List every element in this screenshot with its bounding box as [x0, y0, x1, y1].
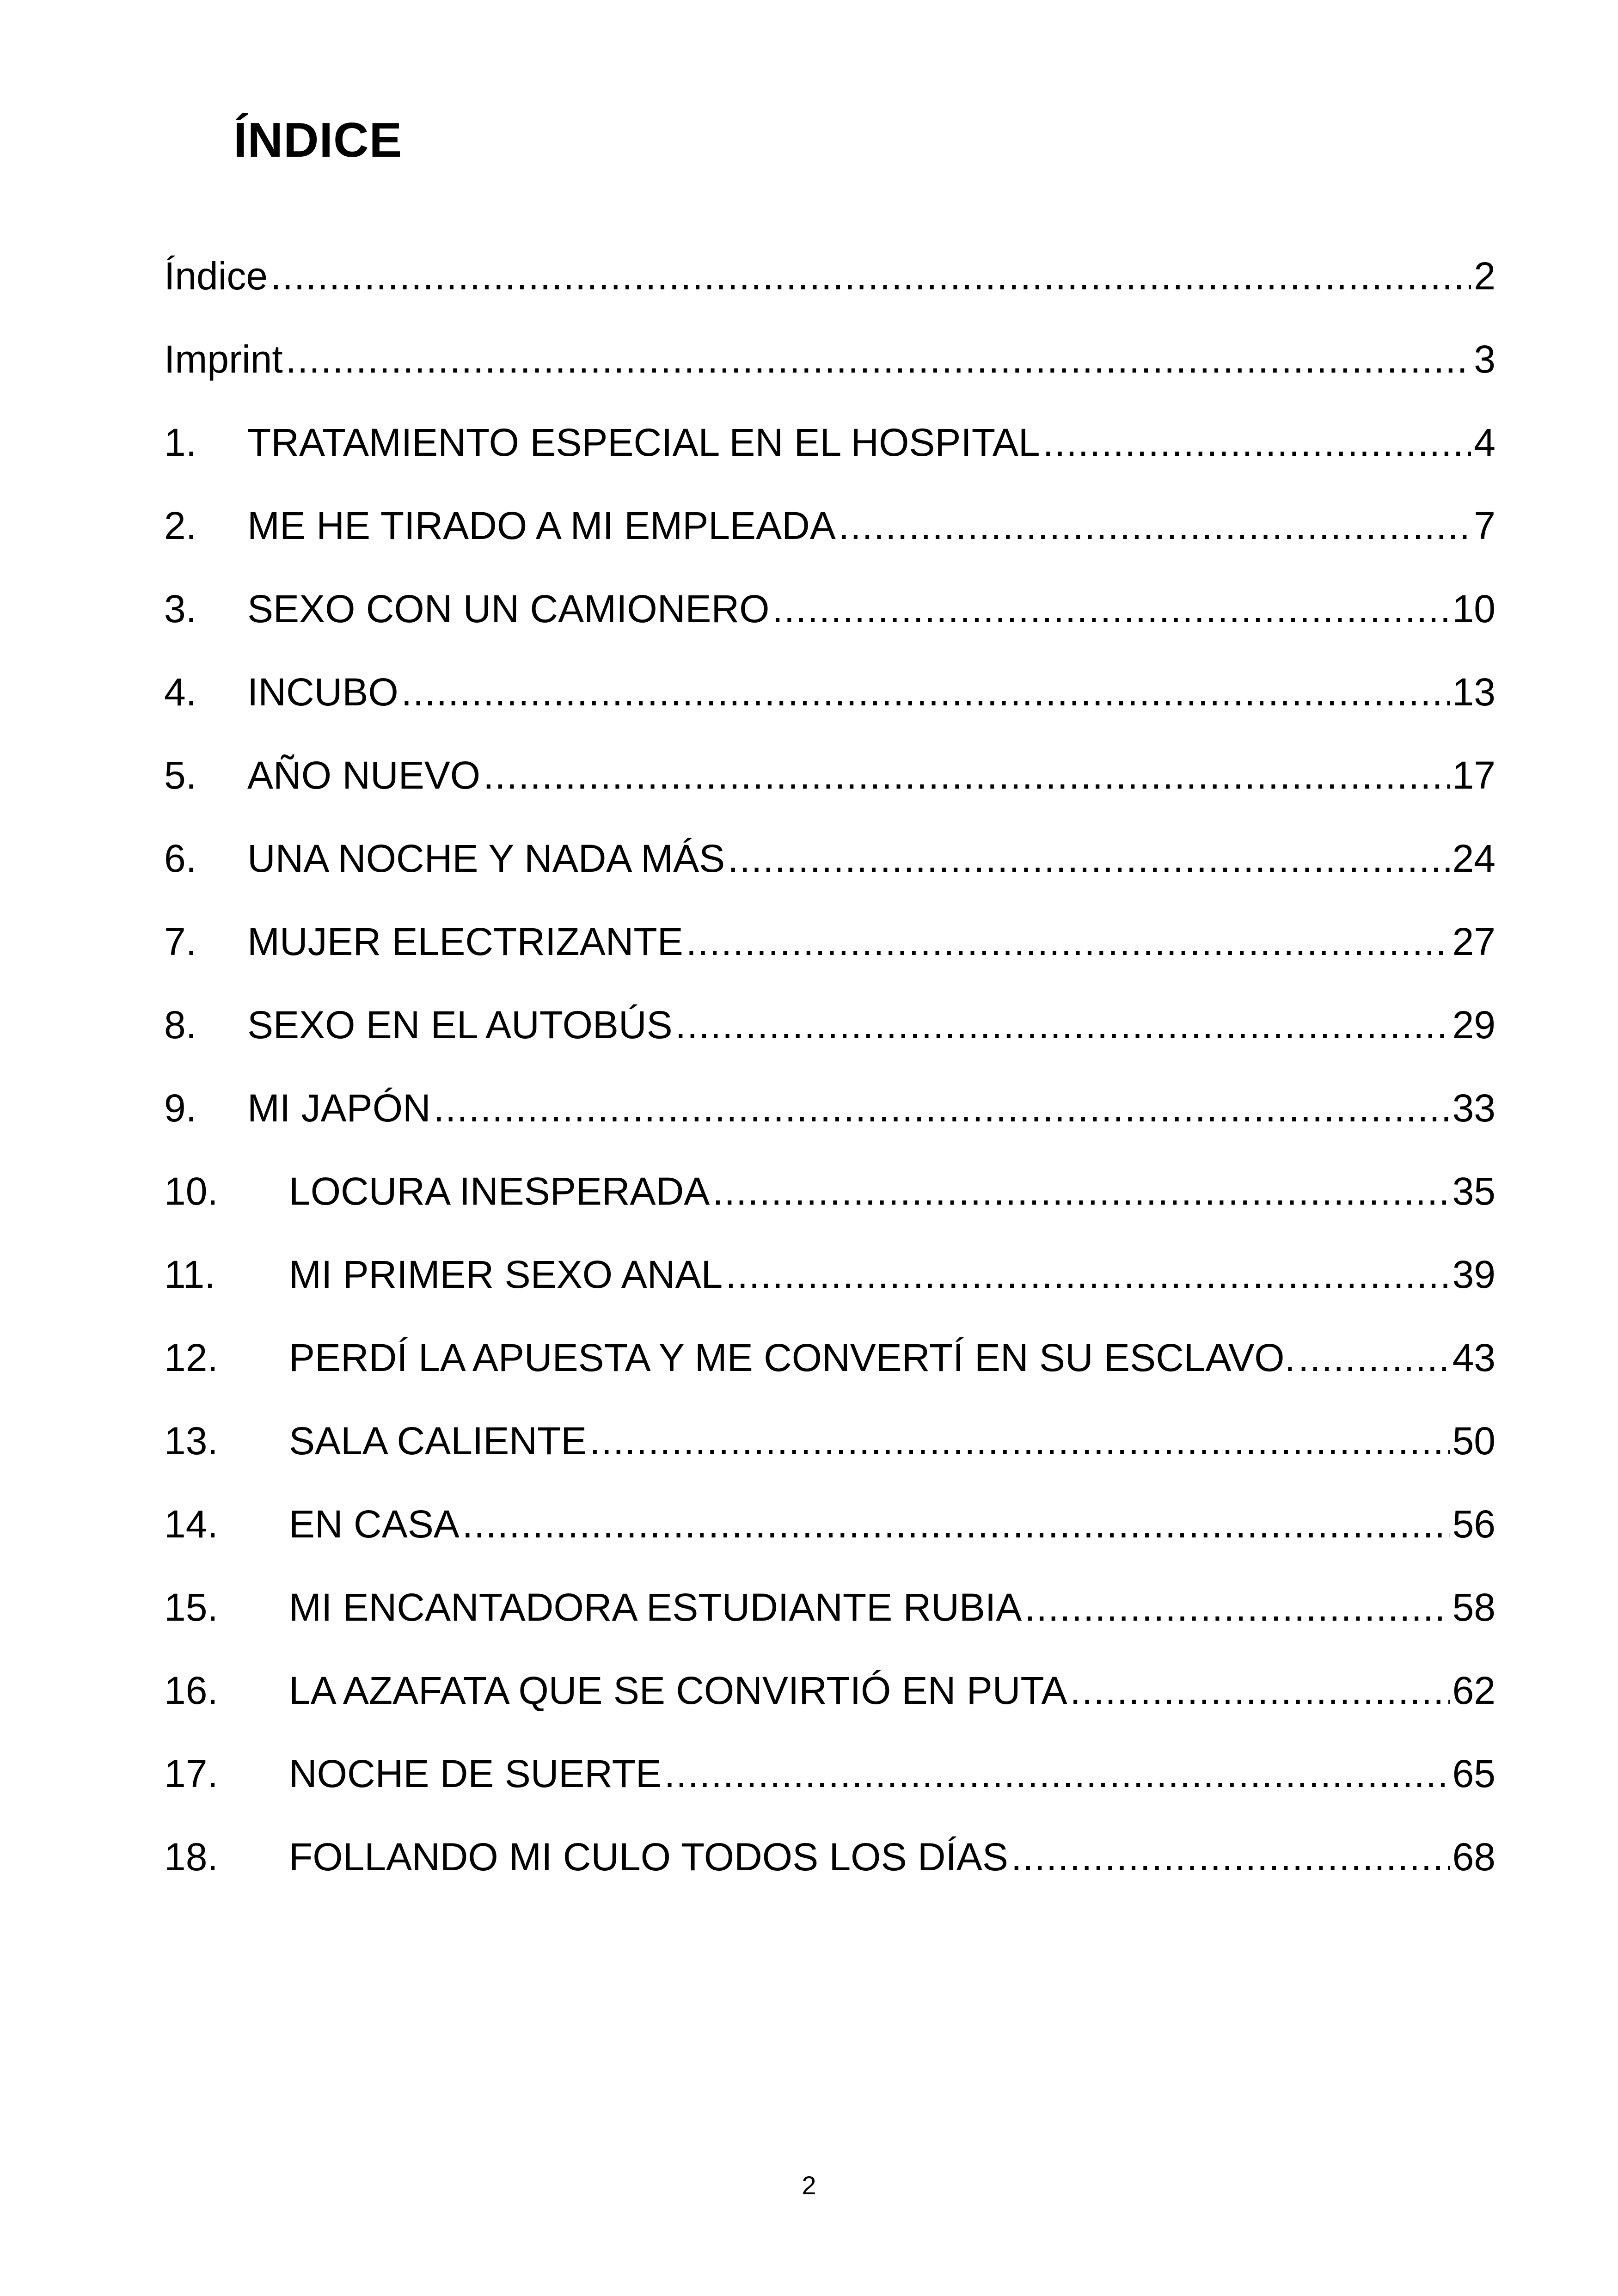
dot-leader — [839, 506, 1471, 545]
toc-entry-title: MI JAPÓN — [247, 1086, 431, 1130]
toc-entry-number: 10. — [164, 1169, 218, 1213]
toc-entry-page: 17 — [1452, 753, 1495, 797]
toc-entry-indice[interactable] — [164, 254, 1495, 340]
page-number: 2 — [802, 2171, 816, 2200]
toc-entry-number: 8. — [164, 1003, 197, 1047]
toc-entry-chapter-8[interactable] — [164, 1005, 1495, 1089]
dot-leader — [1024, 1588, 1449, 1627]
toc-entry-page: 13 — [1452, 670, 1495, 714]
toc-entry-page: 10 — [1452, 587, 1495, 631]
dot-leader — [1070, 1671, 1450, 1710]
dot-leader — [434, 1089, 1450, 1127]
toc-entry-number: 6. — [164, 837, 197, 880]
toc-entry-chapter-12[interactable] — [164, 1338, 1495, 1421]
toc-entry-chapter-9[interactable] — [164, 1086, 1495, 1172]
toc-entry-title: SEXO EN EL AUTOBÚS — [247, 1003, 673, 1047]
dot-leader — [1298, 1338, 1450, 1377]
toc-entry-title: FOLLANDO MI CULO TODOS LOS DÍAS — [289, 1835, 1008, 1879]
toc-entry-number: 1. — [164, 421, 197, 464]
toc-entry-chapter-5[interactable] — [164, 753, 1495, 839]
toc-entry-number: 5. — [164, 753, 197, 797]
toc-heading: ÍNDICE — [233, 113, 403, 167]
toc-entry-page: 29 — [1452, 1003, 1495, 1047]
toc-entry-imprint[interactable] — [164, 337, 1495, 423]
toc-entry-chapter-18[interactable] — [164, 1837, 1495, 1921]
toc-entry-number: 4. — [164, 670, 197, 714]
dot-leader — [483, 756, 1449, 795]
toc-entry-chapter-6[interactable] — [164, 839, 1495, 922]
toc-entry-number: 9. — [164, 1086, 197, 1130]
toc-entry-chapter-7[interactable] — [164, 922, 1495, 1005]
toc-entry-title: NOCHE DE SUERTE — [289, 1752, 662, 1795]
toc-entry-number: 12. — [164, 1336, 218, 1379]
toc-entry-page: 24 — [1452, 837, 1495, 880]
dot-leader — [270, 257, 1471, 295]
toc-entry-page: 33 — [1452, 1086, 1495, 1130]
toc-entry-page: 68 — [1452, 1835, 1495, 1879]
toc-entry-page: 2 — [1474, 254, 1495, 298]
toc-entry-page: 27 — [1452, 920, 1495, 963]
toc-entry-page: 58 — [1452, 1586, 1495, 1629]
toc-entry-page: 39 — [1452, 1253, 1495, 1296]
toc-entry-number: 13. — [164, 1419, 218, 1463]
toc-entry-number: 7. — [164, 920, 197, 963]
dot-leader — [1043, 423, 1471, 462]
toc-entry-page: 43 — [1452, 1336, 1495, 1379]
toc-entry-title: MI ENCANTADORA ESTUDIANTE RUBIA — [289, 1586, 1022, 1629]
toc-entry-number: 2. — [164, 504, 197, 547]
toc-entry-page: 65 — [1452, 1752, 1495, 1795]
toc-entry-title: AÑO NUEVO — [247, 753, 481, 797]
toc-entry-number: 3. — [164, 587, 197, 631]
toc-entry-page: 62 — [1452, 1669, 1495, 1712]
dot-leader — [675, 1005, 1450, 1044]
dot-leader — [664, 1754, 1450, 1793]
toc-entry-title: PERDÍ LA APUESTA Y ME CONVERTÍ EN SU ESCLAVO. — [289, 1336, 1295, 1379]
toc-entry-page: 3 — [1474, 337, 1495, 381]
toc-entry-title: SEXO CON UN CAMIONERO — [247, 587, 770, 631]
dot-leader — [712, 1172, 1449, 1211]
toc-entry-number: 17. — [164, 1752, 218, 1795]
toc-entry-chapter-16[interactable] — [164, 1671, 1495, 1754]
toc-entry-page: 4 — [1474, 421, 1495, 464]
toc-entry-chapter-2[interactable] — [164, 506, 1495, 589]
dot-leader — [686, 922, 1450, 961]
toc-entry-chapter-1[interactable] — [164, 423, 1495, 506]
toc-entry-chapter-10[interactable] — [164, 1169, 1495, 1255]
toc-entry-number: 14. — [164, 1502, 218, 1546]
toc-entry-chapter-4[interactable] — [164, 670, 1495, 756]
toc-entry-page: 56 — [1452, 1502, 1495, 1546]
toc-entry-chapter-13[interactable] — [164, 1421, 1495, 1505]
toc-entry-chapter-15[interactable] — [164, 1588, 1495, 1671]
toc-entry-title: MUJER ELECTRIZANTE — [247, 920, 683, 963]
dot-leader — [589, 1421, 1449, 1460]
toc-entry-title: INCUBO — [247, 670, 398, 714]
dot-leader — [286, 340, 1471, 379]
toc-entry-chapter-3[interactable] — [164, 589, 1495, 673]
toc-entry-title: MI PRIMER SEXO ANAL — [289, 1253, 723, 1296]
dot-leader — [772, 589, 1449, 628]
toc-entry-title: Imprint — [164, 337, 283, 381]
toc-entry-title: EN CASA — [289, 1502, 460, 1546]
toc-entry-title: ME HE TIRADO A MI EMPLEADA — [247, 504, 836, 547]
toc-entry-number: 15. — [164, 1586, 218, 1629]
toc-entry-title: SALA CALIENTE — [289, 1419, 587, 1463]
toc-entry-title: LA AZAFATA QUE SE CONVIRTIÓ EN PUTA — [289, 1669, 1067, 1712]
toc-entry-title: LOCURA INESPERADA — [289, 1169, 710, 1213]
toc-entry-chapter-17[interactable] — [164, 1754, 1495, 1837]
toc-entry-page: 50 — [1452, 1419, 1495, 1463]
toc-entry-title: Índice — [164, 254, 268, 298]
toc-entry-title: UNA NOCHE Y NADA MÁS — [247, 837, 725, 880]
toc-entry-title: TRATAMIENTO ESPECIAL EN EL HOSPITAL — [247, 421, 1040, 464]
table-of-contents — [164, 254, 1495, 1921]
toc-entry-number: 18. — [164, 1835, 218, 1879]
dot-leader — [462, 1505, 1450, 1543]
toc-entry-chapter-11[interactable] — [164, 1255, 1495, 1338]
toc-entry-page: 35 — [1452, 1169, 1495, 1213]
toc-entry-chapter-14[interactable] — [164, 1502, 1495, 1588]
toc-entry-number: 11. — [164, 1253, 215, 1296]
dot-leader — [1011, 1837, 1450, 1876]
toc-entry-number: 16. — [164, 1669, 218, 1712]
dot-leader — [401, 673, 1450, 711]
toc-entry-page: 7 — [1474, 504, 1495, 547]
dot-leader — [725, 1255, 1449, 1294]
dot-leader — [728, 839, 1449, 878]
